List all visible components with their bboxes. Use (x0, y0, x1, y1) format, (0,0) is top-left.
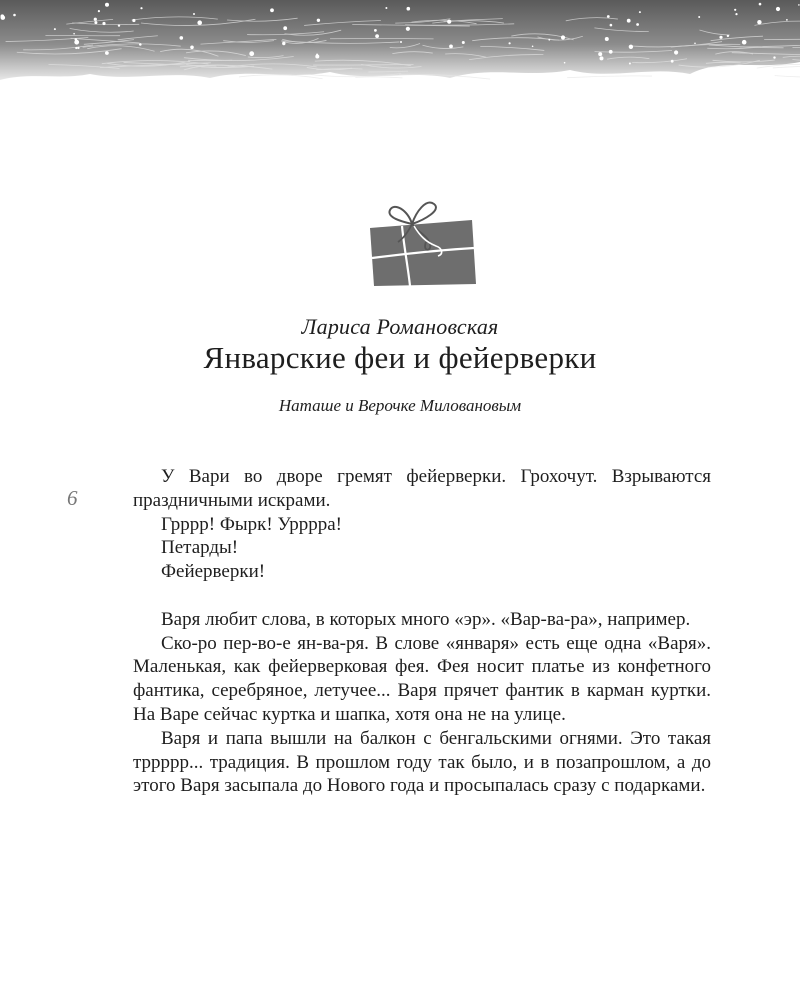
band-stroke (792, 47, 800, 48)
snow-dot (180, 36, 184, 40)
paragraph-spacer (133, 584, 711, 608)
snow-dot (282, 42, 285, 45)
snow-dot (139, 43, 142, 46)
snow-dot (406, 27, 410, 31)
snow-dot (609, 50, 613, 54)
snow-dot (773, 56, 775, 58)
snow-dot (1, 15, 6, 20)
snow-dot (734, 9, 736, 11)
snow-dot (105, 3, 109, 7)
snow-dot (140, 7, 142, 9)
snow-dot (105, 51, 109, 55)
snow-dot (94, 21, 97, 24)
snow-dot (742, 40, 747, 45)
snow-dot (447, 20, 451, 24)
snow-dot (407, 7, 411, 11)
snow-dot (561, 35, 565, 39)
snow-dot (283, 26, 287, 30)
snow-dot (532, 46, 534, 48)
snow-dot (727, 35, 729, 37)
snow-dot (798, 4, 800, 6)
story-text (133, 465, 711, 798)
snow-dot (73, 33, 75, 35)
snow-dot (639, 11, 641, 13)
story-title: Январские феи и фейерверки (203, 340, 597, 375)
paragraph: Петарды! (161, 537, 239, 559)
snow-dot (132, 19, 135, 22)
band-stroke (775, 76, 800, 78)
band-stroke (567, 76, 652, 78)
snow-dot (375, 34, 379, 38)
snow-dot (462, 41, 465, 44)
snow-dot (735, 13, 737, 15)
snow-dot (610, 24, 613, 27)
author-name: Лариса Романовская (301, 314, 499, 339)
snow-dot (449, 45, 453, 49)
snow-dot (605, 37, 609, 41)
header-decorative-band (0, 0, 800, 95)
snow-dot (629, 45, 633, 49)
page-number: 6 (67, 486, 78, 510)
snow-dot (77, 47, 79, 49)
snow-dot (509, 42, 511, 44)
snow-dot (385, 7, 387, 9)
snow-dot (600, 56, 604, 60)
snow-dot (671, 60, 674, 63)
snow-dot (627, 19, 631, 23)
snow-dot (759, 3, 762, 6)
snow-dot (270, 8, 274, 12)
snow-dot (193, 13, 195, 15)
paragraph: Грррр! Фырк! Урррра! (161, 513, 342, 535)
snow-dot (13, 14, 16, 17)
snow-dot (317, 19, 320, 22)
snow-dot (757, 20, 761, 24)
snow-dot (607, 15, 610, 18)
snow-dot (374, 29, 377, 32)
snow-dot (400, 41, 402, 43)
snow-dot (94, 18, 97, 21)
snow-dot (564, 62, 566, 64)
snow-dot (776, 7, 780, 11)
paragraph: Варя и папа вышли на балкон с бенгальскими огнями. Это такая тррррр... традиция. В прошлом году так было, и в позапрошлом, а до этого Варя засыпала до Нового года и просыпалась сразу с подарками. (133, 727, 711, 797)
dedication: Наташе и Верочке Миловановым (278, 396, 522, 415)
band-stroke (355, 77, 402, 78)
paragraph: Ско-ро пер-во-е ян-ва-ря. В слове «января» есть еще одна «Варя». Маленькая, как фейерверковая фея. Фея носит платье из конфетного фантика, серебряное, летучее... Варя прячет фантик в карман куртки. На Варе сейчас куртка и шапка, хотя она не на улице. (133, 632, 711, 725)
snow-dot (315, 55, 319, 59)
snow-dot (98, 10, 100, 12)
paragraph: У Вари во дворе гремят фейерверки. Грохочут. Взрываются праздничными искрами. (133, 466, 711, 511)
snow-dot (75, 47, 77, 49)
snow-dot (694, 43, 696, 45)
snow-dot (249, 51, 254, 56)
gift-box-icon (364, 192, 480, 288)
snow-dot (54, 28, 56, 30)
snow-dot (636, 23, 639, 26)
paragraph: Фейерверки! (161, 561, 266, 583)
snow-dot (102, 22, 105, 25)
snow-dot (629, 63, 631, 65)
band-stroke (239, 75, 323, 79)
snow-dot (719, 36, 722, 39)
snow-dot (74, 40, 79, 45)
snow-dot (548, 39, 550, 41)
snow-dot (598, 52, 602, 56)
snow-dot (786, 19, 788, 21)
snow-dot (197, 20, 202, 25)
snow-dot (698, 16, 700, 18)
snow-dot (674, 50, 678, 54)
snow-dot (118, 24, 120, 26)
snow-dot (190, 46, 194, 50)
paragraph: Варя любит слова, в которых много «эр». «Вар-ва-ра», например. (161, 608, 691, 630)
